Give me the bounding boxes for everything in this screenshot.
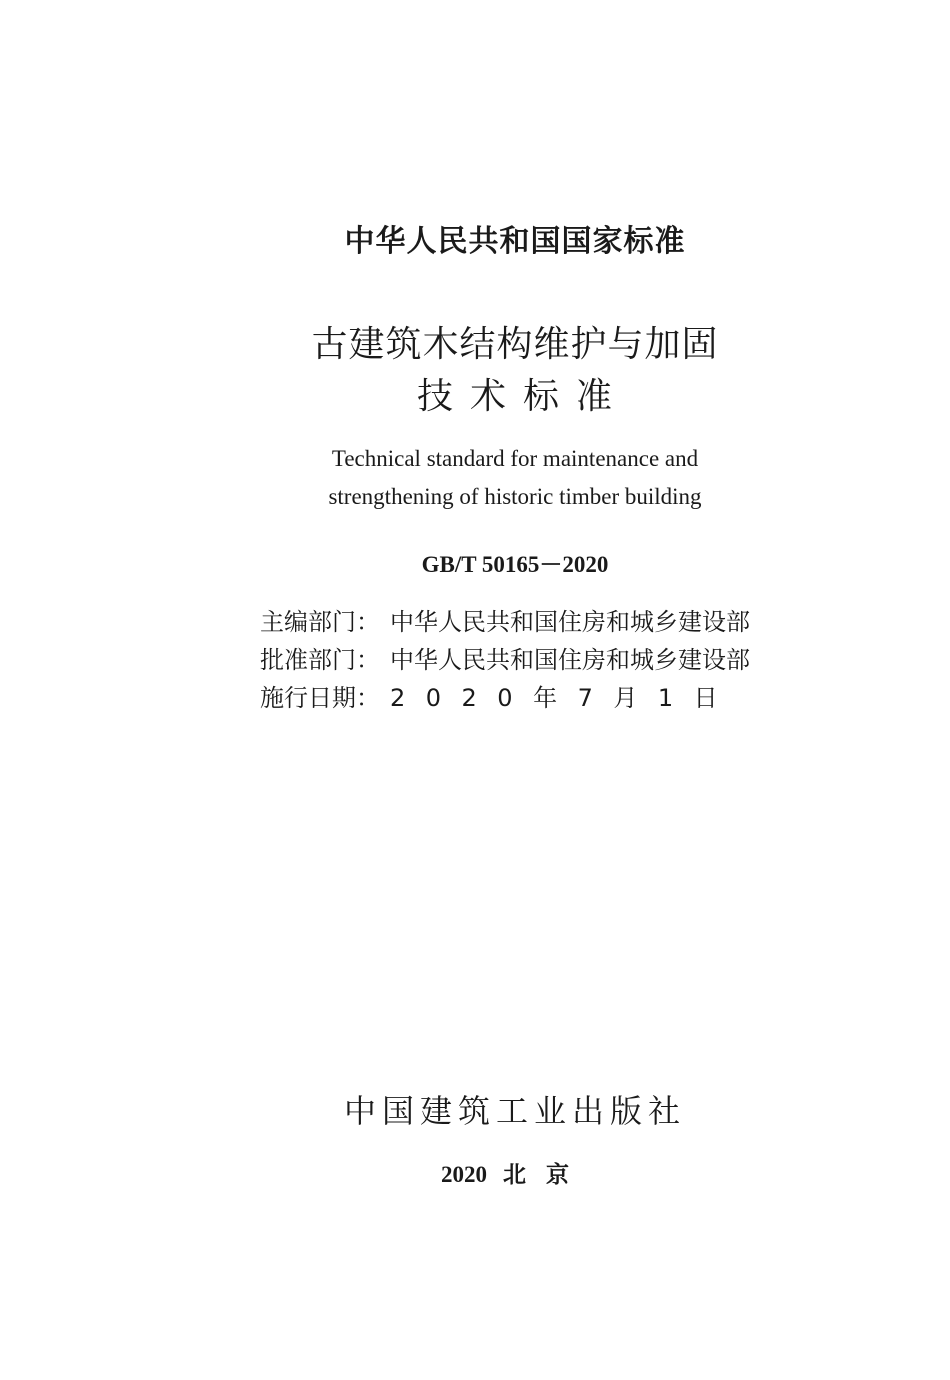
publication-year: 2020 bbox=[441, 1162, 487, 1187]
english-title-line-1: Technical standard for maintenance and bbox=[331, 446, 699, 471]
approver-label: 批准部门： bbox=[260, 646, 380, 674]
editor-label: 主编部门： bbox=[260, 608, 380, 636]
meta-row-editor bbox=[260, 602, 750, 637]
meta-row-approver bbox=[260, 640, 750, 675]
document-title-line-1: 古建筑木结构维护与加固 bbox=[311, 324, 719, 365]
publication-city: 北京 bbox=[503, 1162, 589, 1188]
document-title-line-2: 技术标准 bbox=[416, 376, 629, 417]
standard-number: GB/T 50165－2020 bbox=[421, 552, 609, 577]
publisher-name: 中国建筑工业出版社 bbox=[343, 1092, 686, 1130]
english-title-line-2: strengthening of historic timber building bbox=[328, 484, 702, 509]
publication-place-year bbox=[40, 1156, 950, 1189]
approver-value: 中华人民共和国住房和城乡建设部 bbox=[390, 646, 750, 674]
national-standard-heading: 中华人民共和国国家标准 bbox=[344, 224, 686, 259]
date-value: 2020年7月1日 bbox=[390, 684, 739, 712]
editor-value: 中华人民共和国住房和城乡建设部 bbox=[390, 608, 750, 636]
date-label: 施行日期： bbox=[260, 684, 380, 712]
meta-row-date bbox=[260, 678, 738, 713]
